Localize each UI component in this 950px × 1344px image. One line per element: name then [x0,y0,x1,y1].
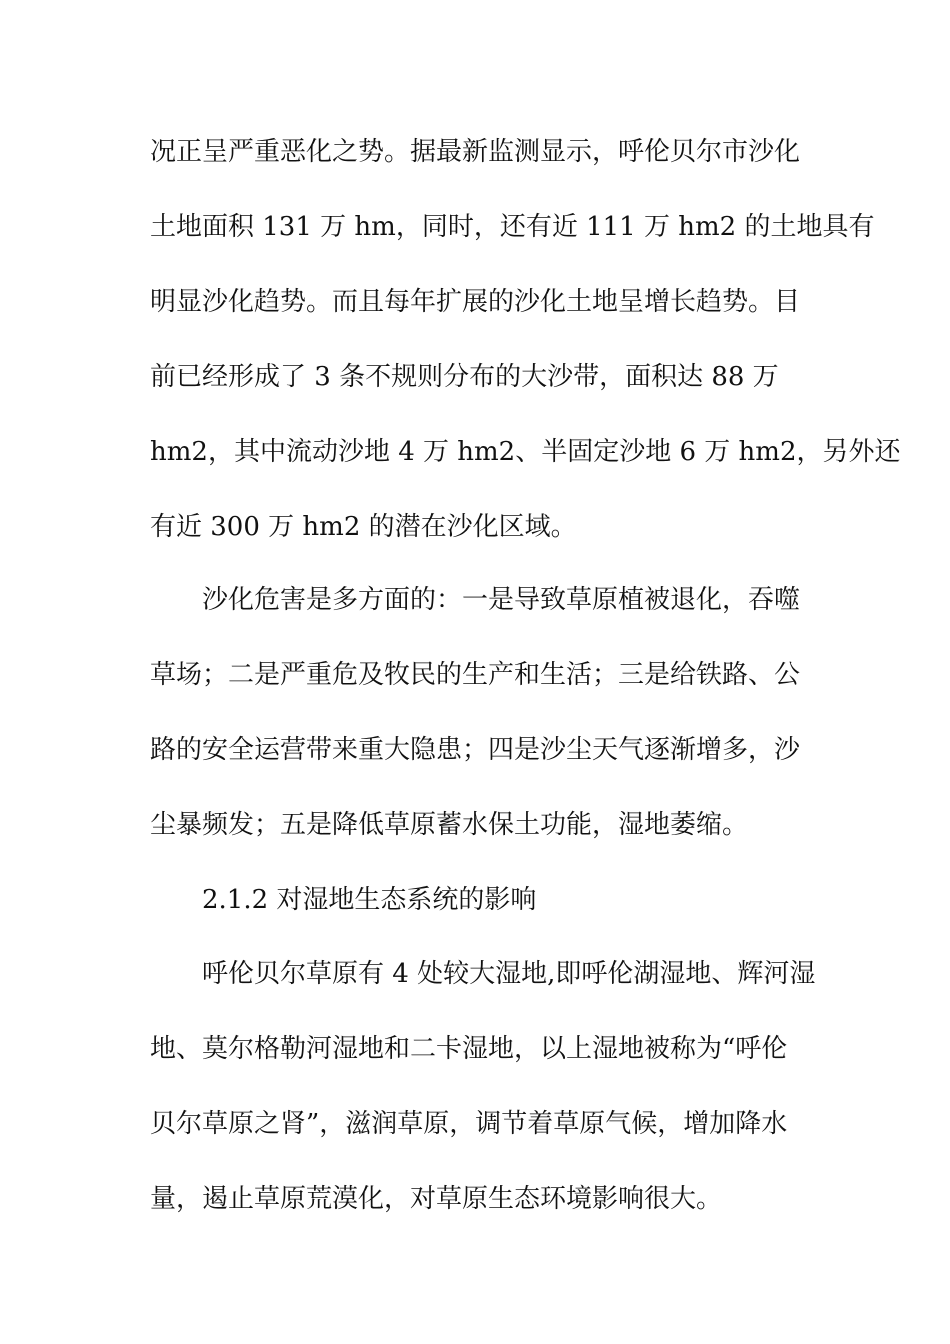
paragraph-line: 明显沙化趋势。而且每年扩展的沙化土地呈增长趋势。目 [150,287,801,317]
section-heading: 2.1.2 对湿地生态系统的影响 [202,885,537,915]
paragraph-line: 况正呈严重恶化之势。据最新监测显示，呼伦贝尔市沙化 [150,137,801,167]
paragraph-line: 地、莫尔格勒河湿地和二卡湿地，以上湿地被称为“呼伦 [150,1034,788,1064]
paragraph-line: 有近 300 万 hm2 的潜在沙化区域。 [150,512,577,542]
paragraph-line: hm2，其中流动沙地 4 万 hm2、半固定沙地 6 万 hm2，另外还 [150,437,901,467]
paragraph-line: 土地面积 131 万 hm，同时，还有近 111 万 hm2 的土地具有 [150,212,875,242]
paragraph-line: 尘暴频发；五是降低草原蓄水保土功能，湿地萎缩。 [150,810,749,840]
paragraph-line: 前已经形成了 3 条不规则分布的大沙带，面积达 88 万 [150,362,779,392]
paragraph-line: 贝尔草原之肾”，滋润草原，调节着草原气候，增加降水 [150,1109,788,1139]
paragraph-line: 量，遏止草原荒漠化，对草原生态环境影响很大。 [150,1184,723,1214]
paragraph-line: 呼伦贝尔草原有 4 处较大湿地,即呼伦湖湿地、辉河湿 [202,959,816,989]
paragraph-line: 草场；二是严重危及牧民的生产和生活；三是给铁路、公 [150,660,801,690]
paragraph-line: 沙化危害是多方面的：一是导致草原植被退化，吞噬 [202,585,801,615]
paragraph-line: 路的安全运营带来重大隐患；四是沙尘天气逐渐增多，沙 [150,735,801,765]
